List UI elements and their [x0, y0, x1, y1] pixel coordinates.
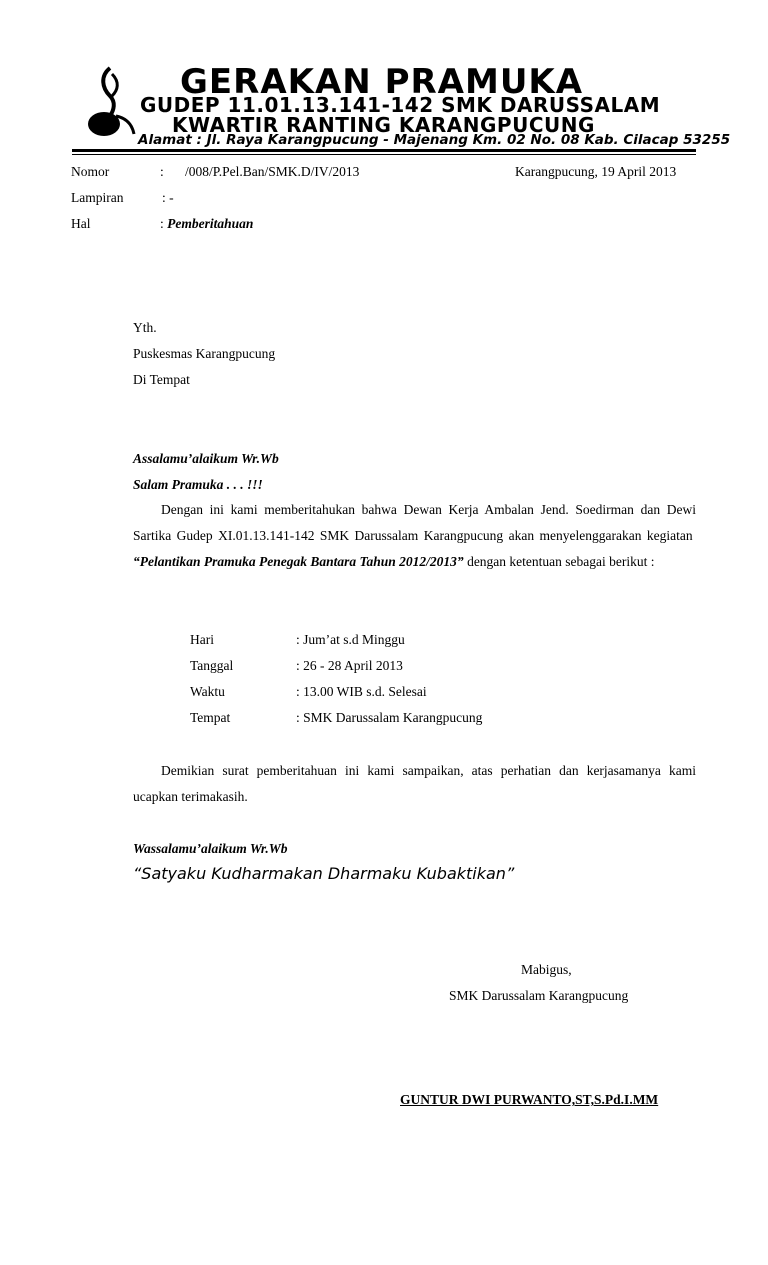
- detail-key-tempat: Tempat: [190, 710, 231, 725]
- hal-label: Hal: [71, 216, 91, 231]
- closing-paragraph: Demikian surat pemberitahuan ini kami sampaikan, atas perhatian dan kerjasamanya kami ucapkan terimakasih.: [133, 763, 696, 804]
- body-paragraph: [133, 497, 696, 575]
- letter-date: Karangpucung, 19 April 2013: [515, 164, 677, 179]
- lampiran-label: Lampiran: [71, 190, 124, 205]
- detail-value-waktu: : 13.00 WIB s.d. Selesai: [296, 684, 427, 699]
- body-intro: Dengan ini kami memberitahukan bahwa Dewan Kerja Ambalan Jend. Soedirman dan Dewi Sartika Gudep XI.01.13.141-142 SMK Darussalam Karangpucung akan menyelenggarakan kegiatan: [133, 502, 696, 543]
- scout-motto: “Satyaku Kudharmakan Dharmaku Kubaktikan”: [133, 864, 515, 883]
- recipient-name: Puskesmas Karangpucung: [133, 346, 276, 361]
- detail-value-tempat: : SMK Darussalam Karangpucung: [296, 710, 483, 725]
- opening-salam: Assalamu’alaikum Wr.Wb: [133, 451, 279, 466]
- closing-salam: Wassalamu’alaikum Wr.Wb: [133, 841, 288, 856]
- signatory-name: GUNTUR DWI PURWANTO,ST,S.Pd.I.MM: [400, 1092, 659, 1107]
- nomor-label: Nomor: [71, 164, 110, 179]
- scout-logo-icon: [80, 66, 136, 144]
- organization-title: GERAKAN PRAMUKA: [180, 62, 584, 102]
- letterhead-address: Alamat : Jl. Raya Karangpucung - Majenang Km. 02 No. 08 Kab. Cilacap 53255: [138, 132, 731, 148]
- event-name: “Pelantikan Pramuka Penegak Bantara Tahun 2012/2013”: [133, 554, 464, 569]
- nomor-separator: :: [160, 164, 164, 179]
- detail-key-waktu: Waktu: [190, 684, 225, 699]
- signatory-title: Mabigus,: [521, 962, 572, 977]
- letterhead-divider-thick: [72, 149, 696, 152]
- letterhead-divider-thin: [72, 154, 696, 155]
- recipient-salutation: Yth.: [133, 320, 157, 335]
- detail-value-hari: : Jum’at s.d Minggu: [296, 632, 405, 647]
- signatory-institution: SMK Darussalam Karangpucung: [449, 988, 629, 1003]
- detail-value-tanggal: : 26 - 28 April 2013: [296, 658, 403, 673]
- hal-field: [160, 216, 253, 232]
- recipient-location: Di Tempat: [133, 372, 190, 387]
- body-outro: dengan ketentuan sebagai berikut :: [467, 554, 655, 569]
- branch-title: KWARTIR RANTING KARANGPUCUNG: [172, 113, 595, 137]
- salam-pramuka: Salam Pramuka . . . !!!: [133, 477, 263, 492]
- detail-key-hari: Hari: [190, 632, 214, 647]
- detail-key-tanggal: Tanggal: [190, 658, 234, 673]
- hal-separator: :: [160, 216, 164, 231]
- lampiran-value: : -: [162, 190, 174, 205]
- unit-title: GUDEP 11.01.13.141-142 SMK DARUSSALAM: [140, 93, 661, 117]
- nomor-value: /008/P.Pel.Ban/SMK.D/IV/2013: [185, 164, 360, 179]
- hal-value: Pemberitahuan: [167, 216, 254, 231]
